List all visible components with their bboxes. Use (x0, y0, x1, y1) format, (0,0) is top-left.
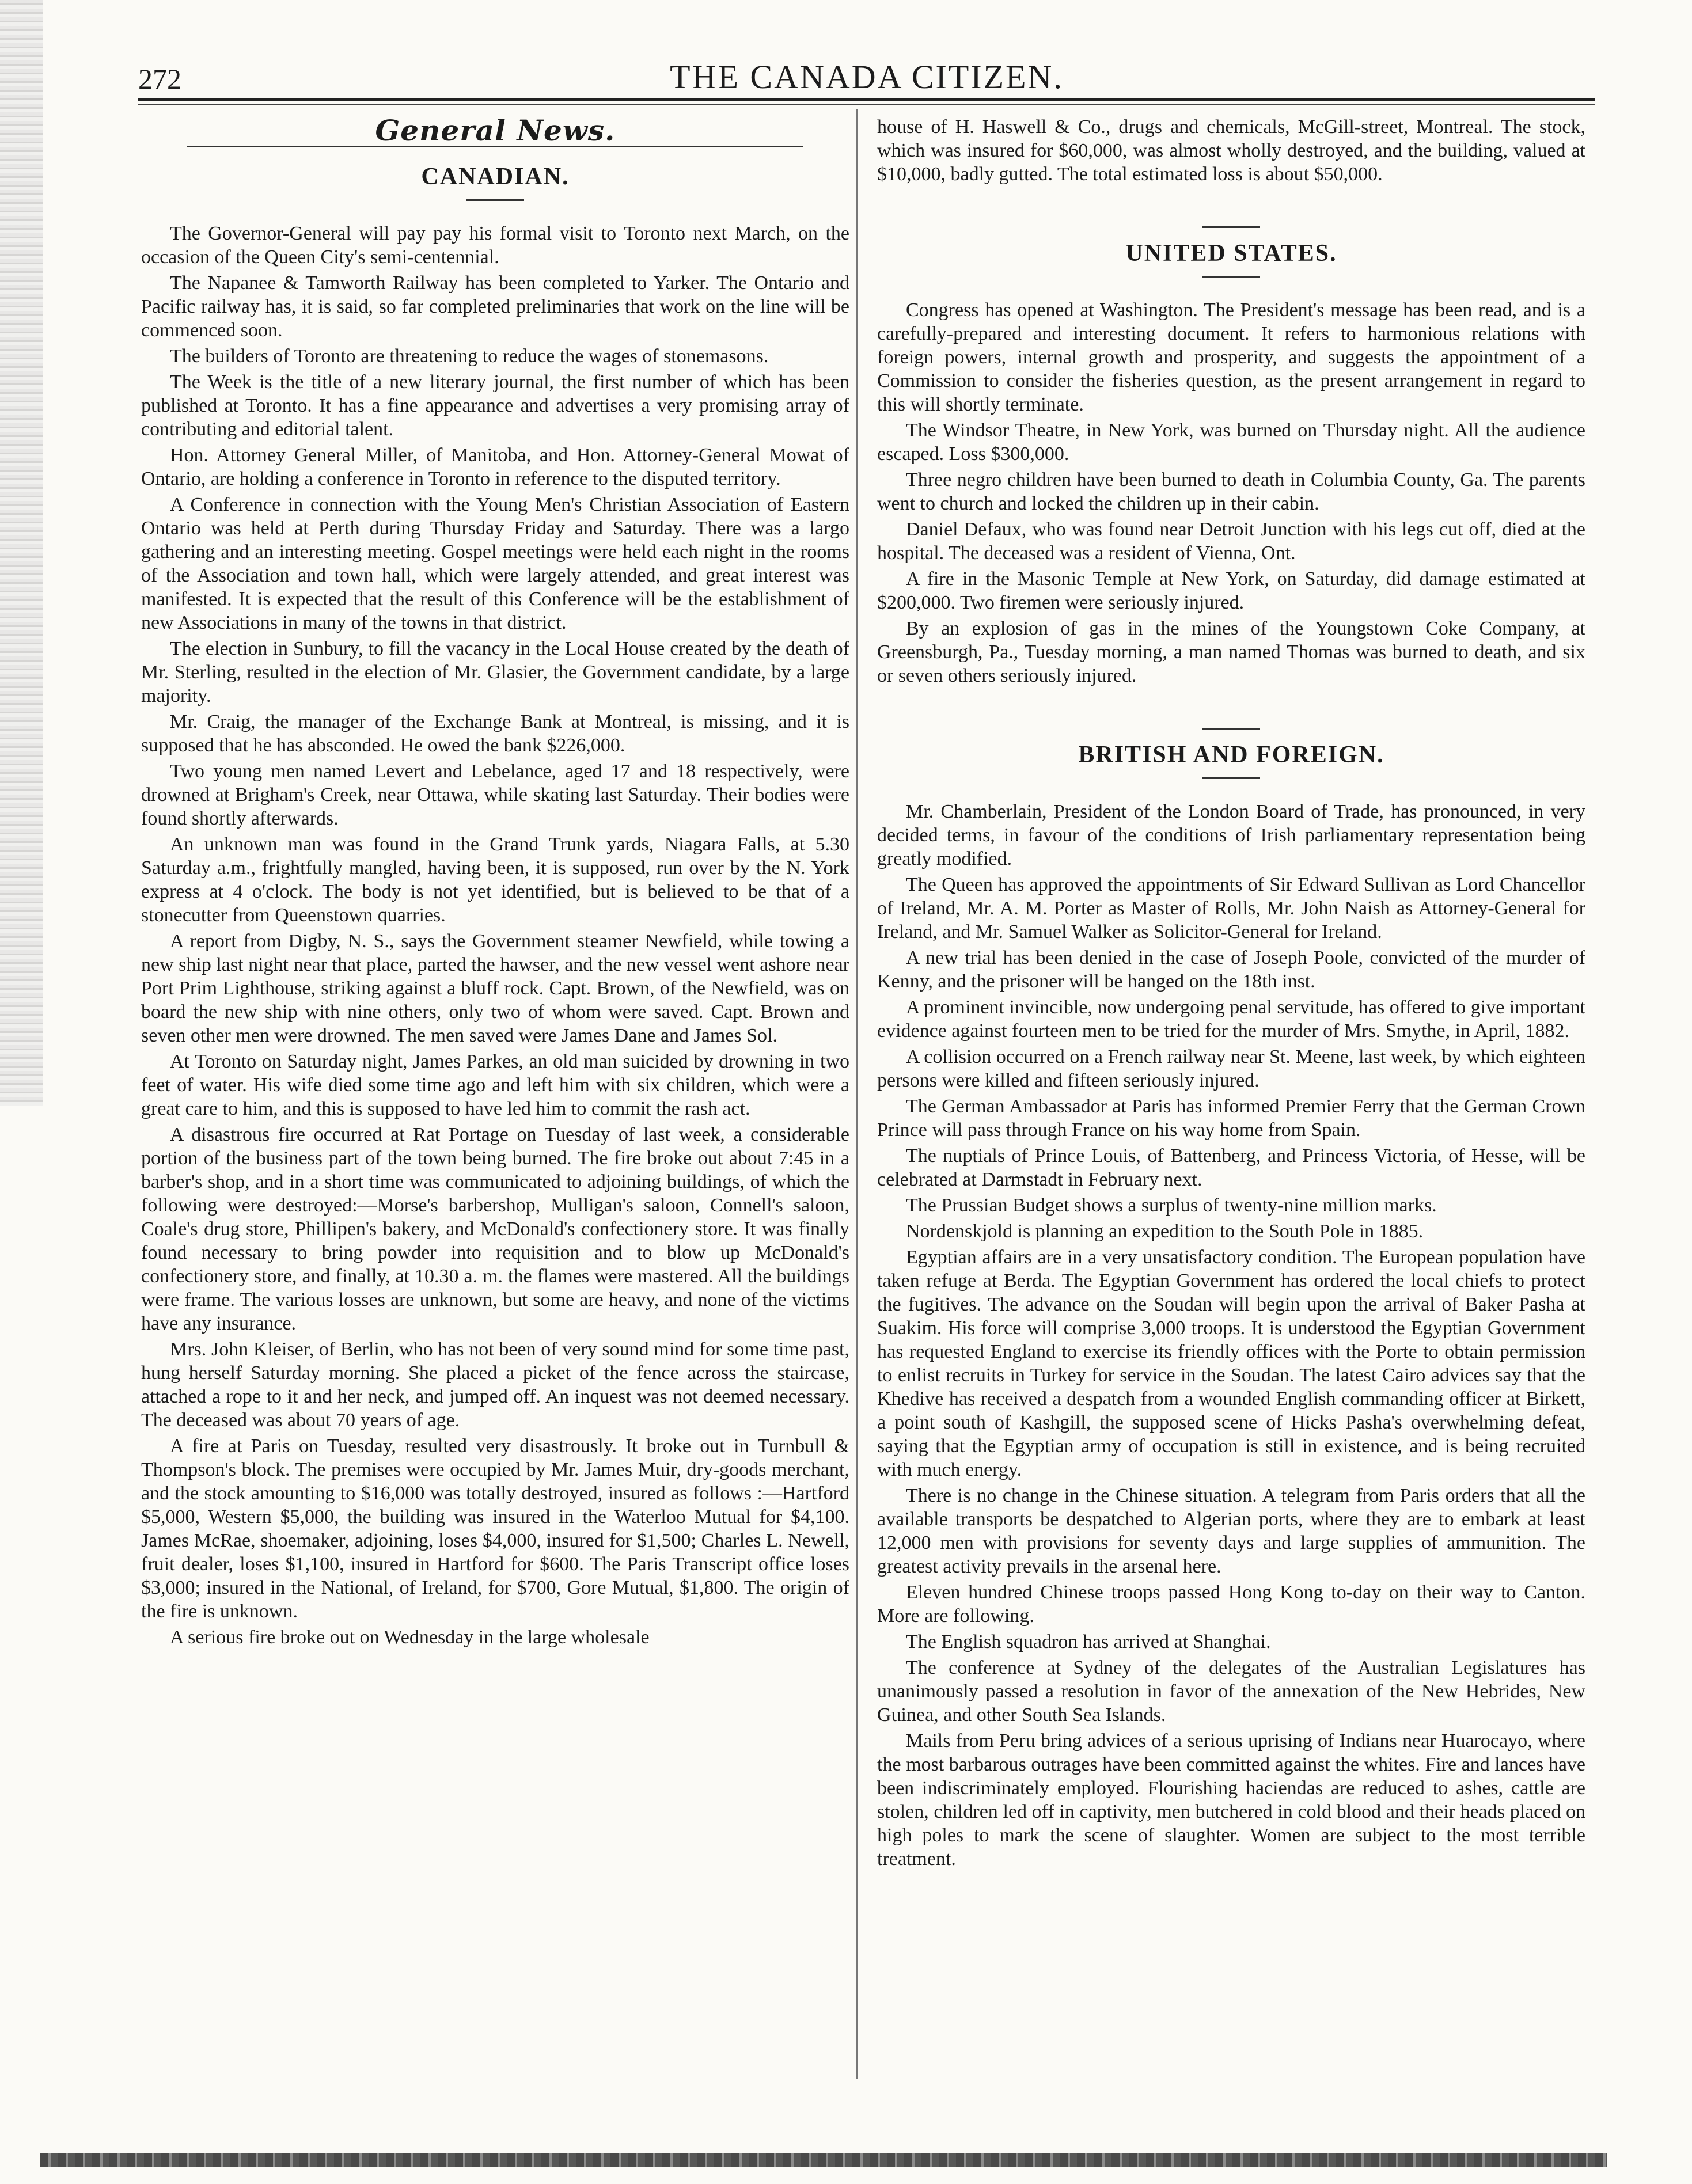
article-paragraph: The Governor-General will pay pay his formal visit to Toronto next March, on the occasion of the Queen City's semi-centennial. (141, 223, 849, 268)
binding-edge (0, 0, 43, 1106)
article-paragraph: Mrs. John Kleiser, of Berlin, who has not been of very sound mind for some time past, hung herself Saturday morning. She placed a picket of the fence across the staircase, attached a rope to it and her neck, and jumped off. An inquest was not deemed necessary. The deceased was about 70 years of age. (141, 1339, 849, 1431)
left-column (141, 115, 849, 1651)
column-divider (856, 109, 858, 2079)
article-paragraph: Three negro children have been burned to death in Columbia County, Ga. The parents went to church and locked the children up in their cabin. (877, 469, 1585, 514)
section-title-united-states: UNITED STATES. (1125, 240, 1337, 267)
article-paragraph: The Week is the title of a new literary journal, the first number of which has been published at Toronto. It has a fine appearance and advertises a very promising array of contributing and editorial talent. (141, 371, 849, 440)
article-paragraph: A fire in the Masonic Temple at New York, on Saturday, did damage estimated at $200,000. Two firemen were seriously injured. (877, 568, 1585, 613)
section-rule (1202, 276, 1260, 278)
page-number: 272 (138, 63, 181, 95)
article-paragraph: The Queen has approved the appointments of Sir Edward Sullivan as Lord Chancellor of Ireland, Mr. A. M. Porter as Master of Rolls, Mr. John Naish as Attorney-General for Ireland, and Mr. Samuel Walker as Solicitor-General for Ireland. (877, 874, 1585, 943)
article-paragraph: Daniel Defaux, who was found near Detroit Junction with his legs cut off, died at the hospital. The deceased was a resident of Vienna, Ont. (877, 519, 1585, 564)
section-rule (1202, 777, 1260, 779)
article-paragraph: A prominent invincible, now undergoing penal servitude, has offered to give important evidence against fourteen men to be tried for the murder of Mrs. Smythe, in April, 1882. (877, 997, 1585, 1042)
article-paragraph: The Prussian Budget shows a surplus of twenty-nine million marks. (906, 1195, 1437, 1216)
article-paragraph: Egyptian affairs are in a very unsatisfactory condition. The European population have taken refuge at Berda. The Egyptian Government has ordered the local chiefs to protect the fugitives. The advance on the Soudan will begin upon the arrival of Baker Pasha at Suakim. His force will comprise 3,000 troops. It is understood the Egyptian Government has requested England to exercise its friendly offices with the Porte to obtain permission to enlist recruits in Turkey for service in the Soudan. The latest Cairo advices say that the Khedive has received a despatch from a wounded English commanding officer at Birkett, a point south of Kashgill, the supposed scene of Hicks Pasha's overwhelming defeat, saying that the Egyptian army of occupation is still in existence, and is being recruited with much energy. (877, 1247, 1585, 1480)
article-paragraph: Two young men named Levert and Lebelance, aged 17 and 18 respectively, were drowned at Brigham's Creek, near Ottawa, while skating last Saturday. Their bodies were found shortly afterwards. (141, 761, 849, 829)
article-paragraph: An unknown man was found in the Grand Trunk yards, Niagara Falls, at 5.30 Saturday a.m., frightfully mangled, having been, it is supposed, run over by the N. York express at 4 o'clock. The body is not yet identified, but is believed to be that of a stonecutter from Queenstown quarries. (141, 834, 849, 926)
article-paragraph: Nordenskjold is planning an expedition to the South Pole in 1885. (906, 1221, 1424, 1242)
right-column (877, 115, 1585, 1873)
article-paragraph: A report from Digby, N. S., says the Government steamer Newfield, while towing a new ship last night near that place, parted the hawser, and the new vessel went ashore near Port Prim Lighthouse, striking against a bluff rock. Capt. Brown, of the Newfield, was on board the new ship with nine others, only two of whom were saved. Capt. Brown and seven other men were drowned. The men saved were James Dane and James Sol. (141, 930, 849, 1046)
article-paragraph: The Napanee & Tamworth Railway has been completed to Yarker. The Ontario and Pacific railway has, it is said, so far completed preliminaries that work on the line will be commenced soon. (141, 272, 849, 341)
british-foreign-articles (877, 800, 1585, 1871)
article-paragraph: Mr. Chamberlain, President of the London Board of Trade, has pronounced, in very decided terms, in favour of the conditions of Irish parliamentary representation being greatly modified. (877, 801, 1585, 869)
article-paragraph: Hon. Attorney General Miller, of Manitoba, and Hon. Attorney-General Mowat of Ontario, are holding a conference in Toronto in reference to the disputed territory. (141, 445, 849, 489)
header-rule (138, 98, 1595, 101)
article-paragraph: By an explosion of gas in the mines of the Youngstown Coke Company, at Greensburgh, Pa., Tuesday morning, a man named Thomas was burned to death, and six or seven others seriously injured. (877, 618, 1585, 686)
section-rule (466, 199, 524, 201)
bottom-edge (40, 2153, 1607, 2167)
canadian-articles (141, 222, 849, 1649)
article-paragraph: Eleven hundred Chinese troops passed Hong Kong to-day on their way to Canton. More are following. (877, 1582, 1585, 1627)
article-paragraph: There is no change in the Chinese situation. A telegram from Paris orders that all the available transports be despatched to Algerian ports, where they are to embark at least 12,000 men with provisions for seventy days and large supplies of ammunition. The greatest activity prevails in the arsenal here. (877, 1485, 1585, 1577)
running-title: THE CANADA CITIZEN. (670, 58, 1064, 96)
page-header (138, 58, 1595, 98)
section-rule (1202, 728, 1260, 730)
article-paragraph: The German Ambassador at Paris has informed Premier Ferry that the German Crown Prince will pass through France on his way home from Spain. (877, 1096, 1585, 1141)
header-rule-thin (138, 104, 1595, 105)
article-paragraph: Mr. Craig, the manager of the Exchange Bank at Montreal, is missing, and it is supposed that he has absconded. He owed the bank $226,000. (141, 711, 849, 756)
article-paragraph: The nuptials of Prince Louis, of Battenberg, and Princess Victoria, of Hesse, will be celebrated at Darmstadt in February next. (877, 1145, 1585, 1190)
article-paragraph: The conference at Sydney of the delegates of the Australian Legislatures has unanimously passed a resolution in favor of the annexation of the New Hebrides, New Guinea, and other South Sea Islands. (877, 1657, 1585, 1726)
article-paragraph: A new trial has been denied in the case of Joseph Poole, convicted of the murder of Kenny, and the prisoner will be hanged on the 18th inst. (877, 947, 1585, 992)
section-masthead: General News. (375, 113, 616, 147)
article-paragraph: The election in Sunbury, to fill the vacancy in the Local House created by the death of Mr. Sterling, resulted in the election of Mr. Glasier, the Government candidate, by a large majority. (141, 638, 849, 707)
section-title-canadian: CANADIAN. (421, 164, 570, 190)
article-paragraph: A serious fire broke out on Wednesday in the large wholesale (170, 1627, 650, 1648)
article-paragraph: The Windsor Theatre, in New York, was burned on Thursday night. All the audience escaped. Loss $300,000. (877, 420, 1585, 465)
continued-article: house of H. Haswell & Co., drugs and chemicals, McGill-street, Montreal. The stock, which was insured for $60,000, was almost wholly destroyed, and the building, valued at $10,000, badly gutted. The total estimated loss is about $50,000. (877, 116, 1585, 185)
article-paragraph: A disastrous fire occurred at Rat Portage on Tuesday of last week, a considerable portion of the business part of the town being burned. The fire broke out about 7:45 in a barber's shop, and in a short time was communicated to adjoining buildings, of which the following were destroyed:—Morse's barbershop, Mulligan's saloon, Connell's saloon, Coale's drug store, Phillipen's bakery, and McDonald's confectionery store. It was finally found necessary to bring powder into requisition and to blow up McDonald's confectionery store, and finally, at 10.30 a. m. the flames were mastered. All the buildings were frame. The various losses are unknown, but some are heavy, and none of the victims have any insurance. (141, 1124, 849, 1334)
article-paragraph: The English squadron has arrived at Shanghai. (906, 1631, 1271, 1653)
section-rule (1202, 226, 1260, 228)
section-title-british-foreign: BRITISH AND FOREIGN. (1078, 742, 1384, 768)
article-paragraph: A fire at Paris on Tuesday, resulted very disastrously. It broke out in Turnbull & Thompson's block. The premises were occupied by Mr. James Muir, dry-goods merchant, and the stock amounting to $16,000 was totally destroyed, insured as follows :—Hartford $5,000, Western $5,000, the building was insured in the Waterloo Mutual for $4,100. James McRae, shoemaker, adjoining, loses $4,000, insured for $1,500; Charles L. Newell, fruit dealer, loses $1,100, insured in Hartford for $600. The Paris Transcript office loses $3,000; insured in the National, of Ireland, for $700, Gore Mutual, $1,800. The origin of the fire is unknown. (141, 1435, 849, 1622)
article-paragraph: Mails from Peru bring advices of a serious uprising of Indians near Huarocayo, where the most barbarous outrages have been committed against the whites. Fire and lances have been indiscriminately employed. Flourishing haciendas are reduced to ashes, cattle are stolen, children led off in captivity, men butchered in cold blood and their heads placed on high poles to mark the scene of slaughter. Women are subject to the most terrible treatment. (877, 1730, 1585, 1870)
article-paragraph: The builders of Toronto are threatening to reduce the wages of stonemasons. (170, 345, 769, 367)
united-states-articles (877, 298, 1585, 688)
article-paragraph: A collision occurred on a French railway near St. Meene, last week, by which eighteen persons were killed and fifteen seriously injured. (877, 1046, 1585, 1091)
article-paragraph: At Toronto on Saturday night, James Parkes, an old man suicided by drowning in two feet of water. His wife died some time ago and left him with six children, which were a great care to him, and this is supposed to have led him to commit the rash act. (141, 1051, 849, 1119)
article-paragraph: Congress has opened at Washington. The President's message has been read, and is a carefully-prepared and interesting document. It refers to harmonious relations with foreign powers, internal growth and prosperity, and suggests the appointment of a Commission to consider the fisheries question, as the present arrangement in regard to this will shortly terminate. (877, 299, 1585, 415)
article-paragraph: A Conference in connection with the Young Men's Christian Association of Eastern Ontario was held at Perth during Thursday Friday and Saturday. There was a largo gathering and an interesting meeting. Gospel meetings were held each night in the rooms of the Association and town hall, which were largely attended, and great interest was manifested. It is expected that the result of this Conference will be the establishment of new Associations in many of the towns in that district. (141, 494, 849, 633)
